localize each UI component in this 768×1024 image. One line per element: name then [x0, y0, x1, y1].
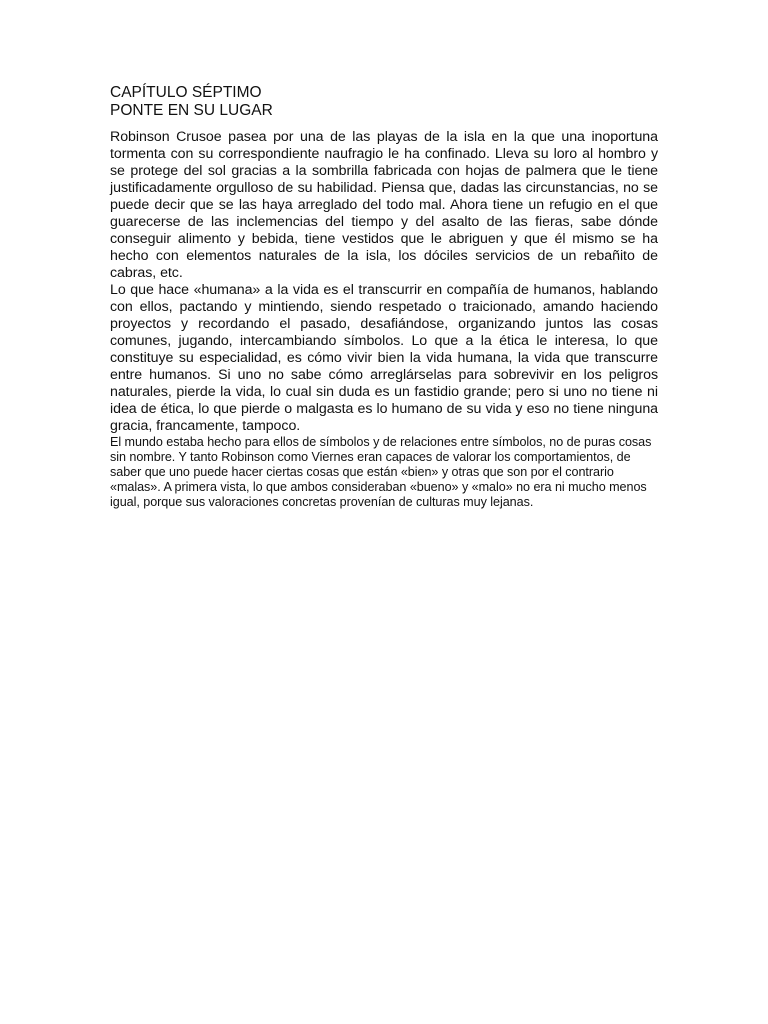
chapter-title: PONTE EN SU LUGAR — [110, 102, 273, 119]
chapter-number: CAPÍTULO SÉPTIMO — [110, 84, 262, 101]
paragraph-symbols-world: El mundo estaba hecho para ellos de símbolos y de relaciones entre símbolos, no de puras cosas sin nombre. Y tanto Robinson como Viernes eran capaces de valorar los comportamientos, de saber que uno puede hacer ciertas cosas que están «bien» y otras que son por el contrario «malas». A primera vista, lo que ambos consideraban «bueno» y «malo» no era ni mucho menos igual, porque sus valoraciones concretas provenían de culturas muy lejanas. — [110, 435, 652, 509]
paragraph-robinson-island: Robinson Crusoe pasea por una de las playas de la isla en la que una inoportuna tormenta con su correspondiente naufragio le ha confinado. Lleva su loro al hombro y se protege del sol gracias a la sombrilla fabricada con hojas de palmera que le tiene justificadamente orgulloso de su habilidad. Piensa que, dadas las circunstancias, no se puede decir que se las haya arreglado del todo mal. Ahora tiene un refugio en el que guarecerse de las inclemencias del tiempo y del asalto de las fieras, sabe dónde conseguir alimento y bebida, tiene vestidos que le abriguen y que él mismo se ha hecho con elementos naturales de la isla, los dóciles servicios de un rebañito de cabras, etc. — [110, 129, 658, 281]
paragraph-human-life: Lo que hace «humana» a la vida es el transcurrir en compañía de humanos, hablando con ellos, pactando y mintiendo, siendo respetado o traicionado, amando haciendo proyectos y recordando el pasado, desafiándose, organizando juntos las cosas comunes, jugando, intercambiando símbolos. Lo que a la ética le interesa, lo que constituye su especialidad, es cómo vivir bien la vida humana, la vida que transcurre entre humanos. Si uno no sabe cómo arreglárselas para sobrevivir en los peligros naturales, pierde la vida, lo cual sin duda es un fastidio grande; pero si uno no tiene ni idea de ética, lo que pierde o malgasta es lo humano de su vida y eso no tiene ninguna gracia, francamente, tampoco. — [110, 282, 658, 434]
document-page — [110, 84, 658, 510]
